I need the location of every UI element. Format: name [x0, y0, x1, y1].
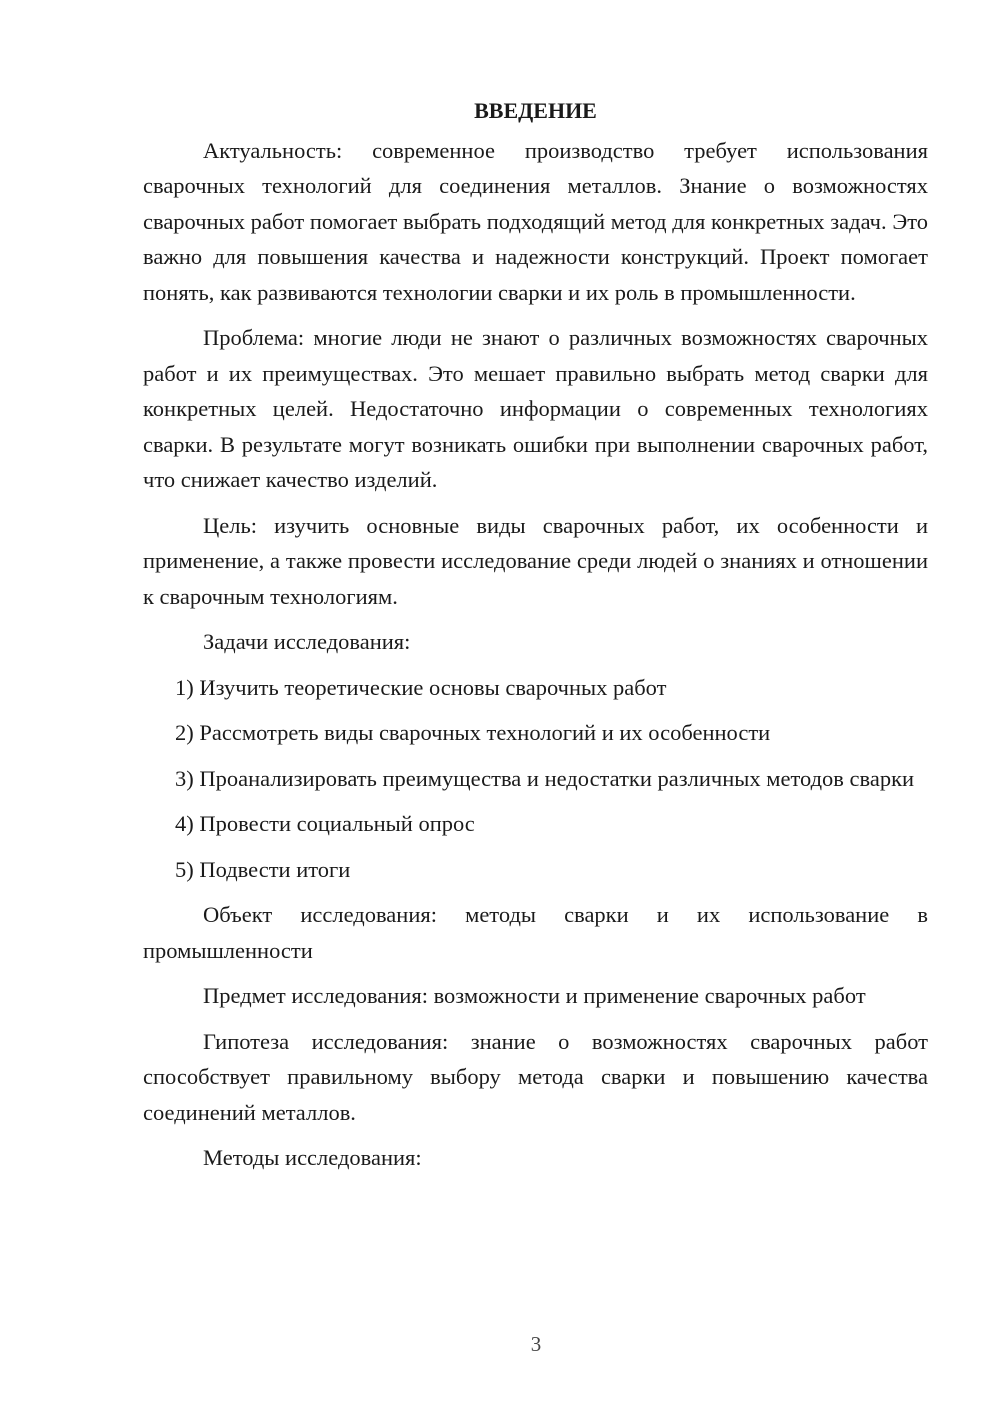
page-title: ВВЕДЕНИЕ: [474, 98, 597, 123]
methods-heading: Методы исследования:: [203, 1145, 422, 1170]
problem-paragraph: Проблема: многие люди не знают о различных возможностях сварочных работ и их преимуществах. Это мешает правильно выбрать метод сварки для конкретных целей. Недостаточно информации о современных технологиях сварки. В результате могут возникать ошибки при выполнении сварочных работ, что снижает качество изделий.: [143, 325, 928, 492]
task-item-5: 5) Подвести итоги: [175, 856, 351, 882]
relevance-paragraph: Актуальность: современное производство требует использования сварочных технологий для соединения металлов. Знание о возможностях сварочных работ помогает выбрать подходящий метод для конкретных задач. Это важно для повышения качества и надежности конструкций. Проект помогает понять, как развиваются технологии сварки и их роль в промышленности.: [143, 137, 928, 305]
page-content: [143, 93, 928, 1186]
task-item-3: 3) Проанализировать преимущества и недостатки различных методов сварки: [175, 765, 915, 791]
page-number: 3: [530, 1332, 542, 1356]
task-item-4: 4) Провести социальный опрос: [175, 811, 475, 836]
task-item-2: 2) Рассмотреть виды сварочных технологий и их особенности: [175, 720, 771, 745]
task-item-1: 1) Изучить теоретические основы сварочных работ: [175, 674, 667, 700]
goal-paragraph: Цель: изучить основные виды сварочных работ, их особенности и применение, а также провести исследование среди людей о знаниях и отношении к сварочным технологиям.: [143, 512, 928, 609]
hypothesis-paragraph: Гипотеза исследования: знание о возможностях сварочных работ способствует правильному выбору метода сварки и повышению качества соединений металлов.: [143, 1028, 928, 1125]
subject-paragraph: Предмет исследования: возможности и применение сварочных работ: [203, 983, 866, 1008]
tasks-heading: Задачи исследования:: [203, 629, 411, 654]
object-paragraph: Объект исследования: методы сварки и их использование в промышленности: [143, 902, 928, 963]
